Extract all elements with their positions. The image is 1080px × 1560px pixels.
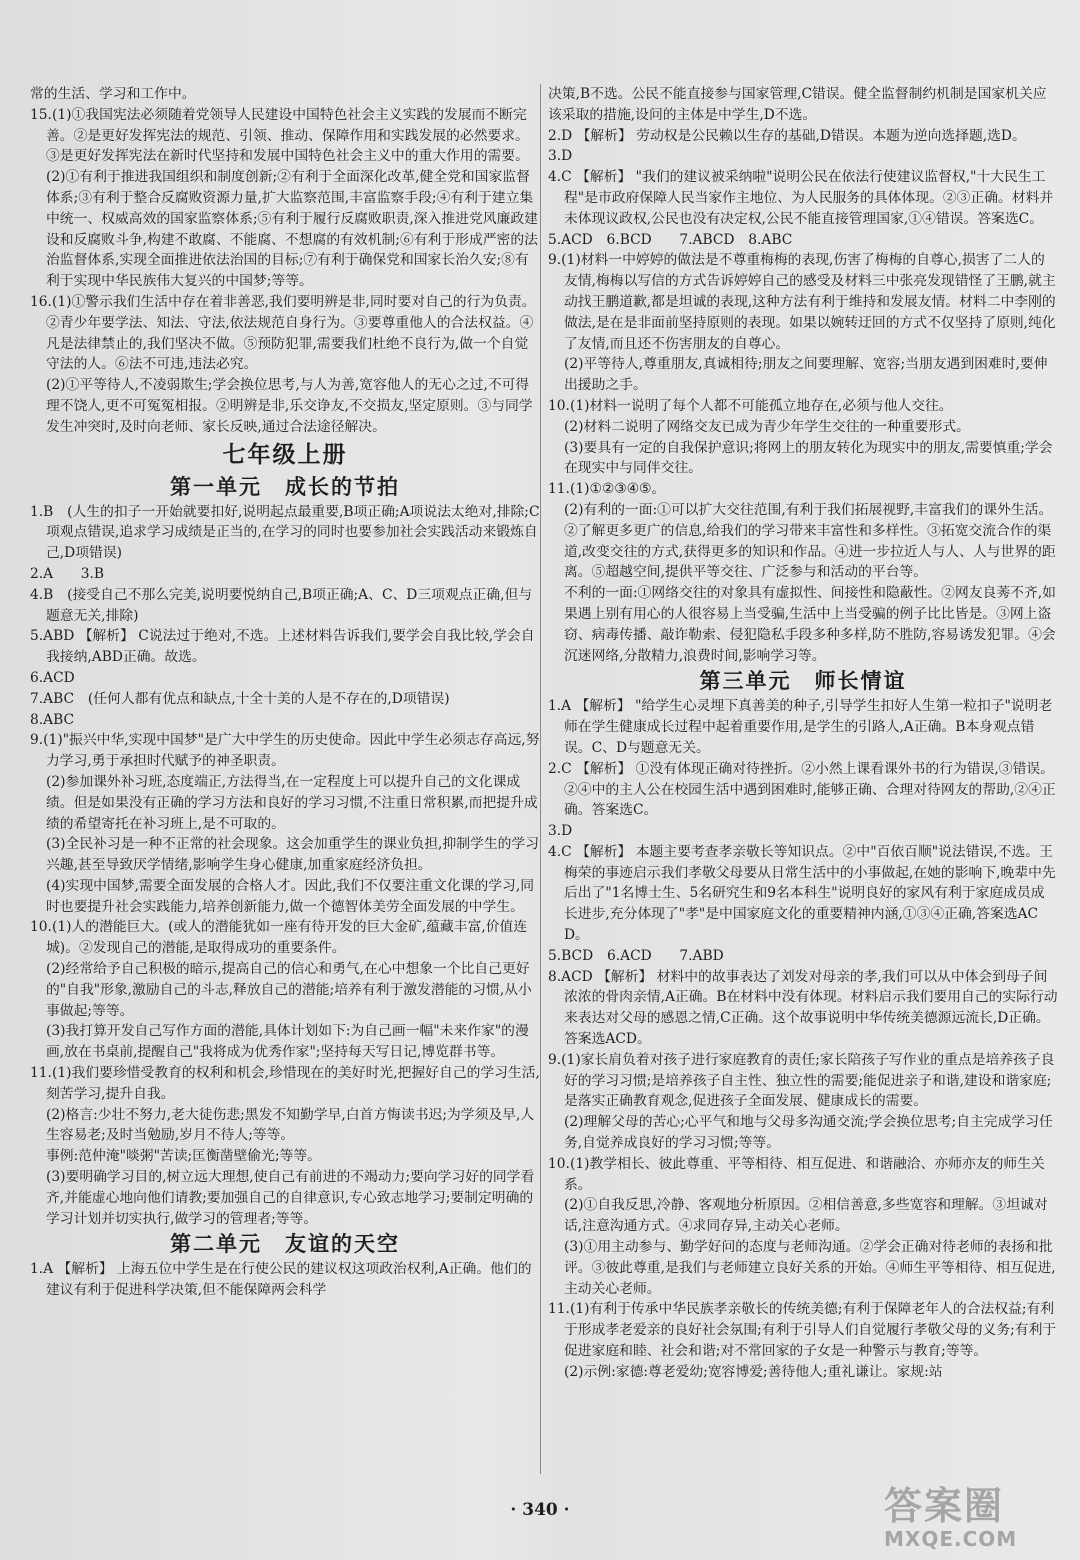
answer-item: 11.(1)①②③④⑤。: [548, 481, 666, 498]
answer-item: 10.(1)人的潜能巨大。(或人的潜能犹如一座有待开发的巨大金矿,蕴藏丰富,价值连城)。②发现自己的潜能,是取得成功的重要条件。: [30, 919, 528, 957]
watermark-bottom: MXQE.COM: [884, 1527, 1018, 1551]
answer-item: 11.(1)有利于传承中华民族孝亲敬长的传统美德;有利于保障老年人的合法权益;有利于形成孝老爱亲的良好社会氛围;有利于引导人们自觉履行孝敬父母的义务;有利于促进家庭和睦、社会和谐;对不常回家的子女是一种警示与教育;等等。: [548, 1301, 1057, 1360]
answer-sub-item: (3)要具有一定的自我保护意识;将网上的朋友转化为现实中的朋友,需要慎重;学会在现实中与同伴交往。: [564, 439, 1053, 477]
answer-item: 5.ABD 【解析】 C说法过于绝对,不选。上述材料告诉我们,要学会自我比较,学会自我接纳,ABD正确。故选。: [30, 628, 535, 666]
answer-sub-item: (2)①有利于推进我国组织和制度创新;②有利于全面深化改革,健全党和国家监督体系;③有利于整合反腐败资源力量,扩大监察范围,丰富监察手段;④有利于建立集中统一、权威高效的国家监察体系;⑤有利于履行反腐败职责,深入推进党风廉政建设和反腐败斗争,构建不敢腐、不能腐、不想腐的有效机制;⑥有利于形成严密的法治监督体系,实现全面推进依法治国的目标;⑦有利于确保党和国家长治久安;⑧有利于实现中华民族伟大复兴的中国梦;等等。: [46, 169, 538, 290]
answer-sub-item: (2)①平等待人,不凌弱欺生;学会换位思考,与人为善,宽容他人的无心之过,不可得理不饶人,更不可冤冤相报。②明辨是非,乐交诤友,不交损友,坚定原则。③与同学发生冲突时,及时向老师、家长反映,通过合法途径解决。: [46, 377, 533, 435]
answer-item: 16.(1)①警示我们生活中存在着非善恶,我们要明辨是非,同时要对自己的行为负责。②青少年要学法、知法、守法,依法规范自身行为。③要尊重他人的合法权益。④凡是法律禁止的,我们坚决不做。⑤预防犯罪,需要我们杜绝不良行为,做一个自觉守法的人。⑥法不可违,违法必究。: [30, 293, 536, 373]
answer-item: 4.B (接受自己不那么完美,说明要悦纳自己,B项正确;A、C、D三项观点正确,但与题意无关,排除): [30, 586, 533, 624]
answer-sub-item: 事例:范仲淹"啖粥"苦读;匡衡凿壁偷光;等等。: [46, 1148, 321, 1165]
answer-item: 5.BCD 6.ACD 7.ABD: [548, 947, 724, 964]
answer-sub-item: (2)材料二说明了网络交友已成为青少年学生交往的一种重要形式。: [564, 418, 970, 435]
answer-item: 4.C 【解析】 本题主要考查孝亲敬长等知识点。②中"百依百顺"说法错误,不选。王梅荣的事迹启示我们孝敬父母要从日常生活中的小事做起,在她的影响下,晚辈中先后出了"1名博士生、5名研究生和9名本科生"说明良好的家风有利于家庭成员成长进步,充分体现了"孝"是中国家庭文化的重要精神内涵,①③④正确,答案选ACD。: [548, 843, 1056, 944]
answer-item: 5.ACD 6.BCD 7.ABCD 8.ABC: [548, 231, 793, 248]
grade-heading: 七年级上册: [222, 441, 348, 468]
answer-item: 11.(1)我们要珍惜受教育的权利和机会,珍惜现在的美好时光,把握好自己的学习生活,刻苦学习,提升自我。: [30, 1065, 540, 1102]
answer-sub-item: (2)示例:家德:尊老爱幼;宽容博爱;善待他人;重礼谦让。家规:站: [564, 1363, 943, 1380]
answer-item: 1.A 【解析】 上海五位中学生是在行使公民的建议权这项政治权利,A正确。他们的建议有利于促进科学决策,但不能保障两会科学: [30, 1261, 532, 1299]
answer-item: 9.(1)家长肩负着对孩子进行家庭教育的责任;家长陪孩子写作业的重点是培养孩子良好的学习习惯;是培养孩子自主性、独立性的需要;能促进亲子和谐,建设和谐家庭;是落实正确教育观念,促进孩子全面发展、健康成长的需要。: [548, 1051, 1055, 1110]
answer-item: 8.ABC: [30, 711, 75, 728]
answer-item: 9.(1)"振兴中华,实现中国梦"是广大中学生的历史使命。因此中学生必须志存高远,努力学习,勇于承担时代赋予的神圣职责。: [30, 732, 540, 770]
answer-sub-item: (2)格言:少壮不努力,老大徒伤悲;黑发不知勤学早,白首方悔读书迟;为学须及早,人生容易老;及时当勉励,岁月不待人;等等。: [46, 1106, 535, 1144]
answer-sub-item: (2)平等待人,尊重朋友,真诚相待;朋友之间要理解、宽容;当朋友遇到困难时,要伸出援助之手。: [564, 356, 1048, 394]
answer-sub-item: (3)①用主动参与、勤学好问的态度与老师沟通。②学会正确对待老师的表扬和批评。③彼此尊重,是我们与老师建立良好关系的开始。④师生平等相待、相互促进,主动关心老师。: [564, 1239, 1056, 1297]
answer-item: 9.(1)材料一中婷婷的做法是不尊重梅梅的表现,伤害了梅梅的自尊心,损害了二人的友情,梅梅以写信的方式告诉婷婷自己的感受及材料三中张亮发现错怪了王鹏,就主动找王鹏道歉,都是坦诚的表现,这种方法有利于维持和发展友情。材料二中李刚的做法,是在是非面前坚持原则的表现。如果以婉转迂回的方式不仅坚持了原则,纯化了友情,而且还不伤害朋友的自尊心。: [548, 252, 1056, 352]
unit-heading: 第二单元 友谊的天空: [170, 1232, 400, 1257]
answer-item: 6.ACD: [30, 669, 75, 686]
answer-item: 3.D: [548, 148, 573, 165]
answer-item: 7.ABC (任何人都有优点和缺点,十全十美的人是不存在的,D项错误): [30, 690, 450, 707]
unit-heading: 第三单元 师长情谊: [699, 669, 907, 694]
answer-sub-item: (3)全民补习是一种不正常的社会现象。这会加重学生的课业负担,抑制学生的学习兴趣,甚至导致厌学情绪,影响学生身心健康,加重家庭经济负担。: [46, 836, 540, 874]
answer-item: 1.B (人生的扣子一开始就要扣好,说明起点最重要,B项正确;A项说法太绝对,排除;C项观点错误,追求学习成绩是正当的,在学习的同时也要参加社会实践活动来锻炼自己,D项错误): [30, 503, 540, 562]
answer-sub-item: (3)要明确学习目的,树立远大理想,使自己有前进的不竭动力;要向学习好的同学看齐,并能虚心地向他们请教;要加强自己的自律意识,专心致志地学习;要制定明确的学习计划并切实执行,做学习的管理者;等等。: [46, 1169, 535, 1227]
answer-item: 2.D 【解析】 劳动权是公民赖以生存的基础,D错误。本题为逆向选择题,选D。: [548, 127, 1026, 144]
answer-item: 4.C 【解析】 "我们的建议被采纳啦"说明公民在依法行使建议监督权,"十大民生工程"是市政府保障人民当家作主地位、为人民服务的具体体现。②③正确。材料并未体现议政权,公民也没有决定权,公民不能直接管理国家,①④错误。答案选C。: [548, 169, 1054, 227]
column-divider: [540, 84, 541, 1474]
answer-item: 1.A 【解析】 "给学生心灵埋下真善美的种子,引导学生扣好人生第一粒扣子"说明老师在学生健康成长过程中起着重要作用,是学生的引路人,A正确。B本身观点错误。C、D与题意无关。: [548, 698, 1053, 756]
answer-sub-item: 不利的一面:①网络交往的对象具有虚拟性、间接性和隐蔽性。②网友良莠不齐,如果遇上别有用心的人很容易上当受骗,生活中上当受骗的例子比比皆是。③网上盗窃、病毒传播、敲诈勒索、侵犯隐私手段多种多样,防不胜防,容易诱发犯罪。④会沉迷网络,分散精力,浪费时间,影响学习等。: [564, 585, 1056, 664]
answer-paragraph: 常的生活、学习和工作中。: [30, 86, 196, 102]
answer-sub-item: (4)实现中国梦,需要全面发展的合格人才。因此,我们不仅要注重文化课的学习,同时也要提升社会实践能力,培养创新能力,做一个德智体美劳全面发展的中学生。: [46, 877, 534, 915]
answer-item: 10.(1)教学相长、彼此尊重、平等相待、相互促进、和谐融洽、亦师亦友的师生关系。: [548, 1155, 1045, 1193]
answer-item: 8.ACD 【解析】 材料中的故事表达了刘发对母亲的孝,我们可以从中体会到母子间浓浓的骨肉亲情,A正确。B在材料中没有体现。材料启示我们要用自己的实际行动来表达对父母的感恩之情,C正确。这个故事说明中华传统美德源远流长,D正确。答案选ACD。: [548, 968, 1058, 1048]
answer-item: 10.(1)材料一说明了每个人都不可能孤立地存在,必须与他人交往。: [548, 397, 953, 414]
answer-paragraph: 决策,B不选。公民不能直接参与国家管理,C错误。健全监督制约机制是国家机关应该采取的措施,设问的主体是中学生,D不选。: [548, 86, 1047, 123]
unit-heading: 第一单元 成长的节拍: [170, 474, 400, 499]
answer-item: 2.C 【解析】 ①没有体现正确对待挫折。②小然上课看课外书的行为错误,③错误。②④中的主人公在校园生活中遇到困难时,能够正确、合理对待网友的帮助,②④正确。答案选C。: [548, 760, 1056, 819]
answer-sub-item: (2)理解父母的苦心;心平气和地与父母多沟通交流;学会换位思考;自主完成学习任务,自觉养成良好的学习习惯;等等。: [564, 1114, 1053, 1152]
right-column: [548, 84, 1058, 1383]
answer-item: 3.D: [548, 823, 573, 840]
answer-sub-item: (2)参加课外补习班,态度端正,方法得当,在一定程度上可以提升自己的文化课成绩。但是如果没有正确的学习方法和良好的学习习惯,不注重日常积累,而把提升成绩的希望寄托在补习班上,是不可取的。: [46, 773, 538, 832]
answer-sub-item: (2)有利的一面:①可以扩大交往范围,有利于我们拓展视野,丰富我们的课外生活。②了解更多更广的信息,给我们的学习带来丰富性和多样性。③拓宽交流合作的渠道,改变交往的方式,获得更多的知识和作品。④进一步拉近人与人、人与世界的距离。⑤超越空间,提供平等交往、广泛参与和活动的平台等。: [564, 501, 1056, 581]
watermark-top: 答案圈: [884, 1484, 1005, 1528]
answer-sub-item: (3)我打算开发自己写作方面的潜能,具体计划如下:为自己画一幅"未来作家"的漫画,放在书桌前,提醒自己"我将成为优秀作家";坚持每天写日记,博览群书等。: [46, 1023, 529, 1061]
answer-item: 2.A 3.B: [30, 565, 105, 582]
answer-sub-item: (2)①自我反思,冷静、客观地分析原因。②相信善意,多些宽容和理解。③坦诚对话,注意沟通方式。④求同存异,主动关心老师。: [564, 1197, 1048, 1235]
page-number: · 340 ·: [510, 1500, 570, 1520]
watermark-logo: [884, 1484, 1074, 1556]
answer-item: 15.(1)①我国宪法必须随着党领导人民建设中国特色社会主义实践的发展而不断完善。②是更好发挥宪法的规范、引领、推动、保障作用和实践发展的必然要求。③是更好发挥宪法在新时代坚持和发展中国特色社会主义中的重大作用的需要。: [30, 106, 529, 165]
left-column: [30, 84, 540, 1301]
answer-sub-item: (2)经常给予自己积极的暗示,提高自己的信心和勇气,在心中想象一个比自己更好的"自我"形象,激励自己的斗志,释放自己的潜能;培养有利于激发潜能的习惯,从小事做起;等等。: [46, 961, 532, 1019]
